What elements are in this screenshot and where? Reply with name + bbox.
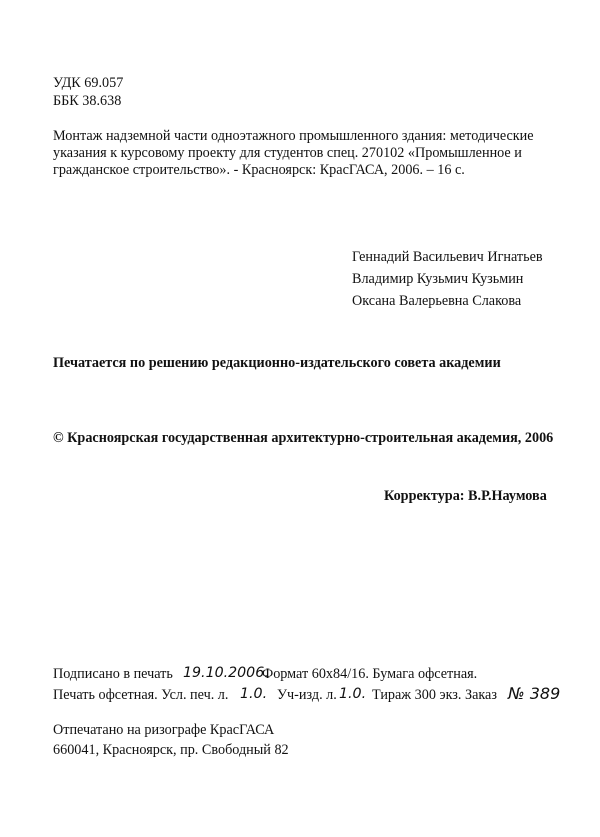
udk-code: УДК 69.057 (53, 75, 124, 91)
author-name: Владимир Кузьмич Кузьмин (352, 271, 524, 287)
order-number: № 389 (508, 684, 561, 703)
printer-address: 660041, Красноярск, пр. Свободный 82 (53, 742, 289, 758)
format-paper: Формат 60x84/16. Бумага офсетная. (262, 666, 478, 682)
printed-by: Отпечатано на ризографе КрасГАСА (53, 722, 275, 738)
copyright-notice: © Красноярская государственная архитектурно-строительная академия, 2006 (53, 430, 554, 446)
print-run: Тираж 300 экз. Заказ (372, 687, 497, 703)
publication-decision: Печатается по решению редакционно-издательского совета академии (53, 355, 501, 371)
print-conditions: Печать офсетная. Усл. печ. л. (53, 687, 229, 703)
annotation-line-3: гражданское строительство». - Красноярск: КрасГАСА, 2006. – 16 с. (53, 162, 465, 178)
annotation-line-2: указания к курсовому проекту для студентов спец. 270102 «Промышленное и (53, 145, 522, 161)
annotation-line-1: Монтаж надземной части одноэтажного промышленного здания: методические (53, 128, 534, 144)
uch-sheets-value: 1.0. (339, 686, 367, 702)
proofreader: Корректура: В.Р.Наумова (384, 488, 547, 504)
bbk-code: ББК 38.638 (53, 93, 122, 109)
author-name: Геннадий Васильевич Игнатьев (352, 249, 543, 265)
usl-sheets-value: 1.0. (240, 686, 268, 702)
author-name: Оксана Валерьевна Слакова (352, 293, 522, 309)
signed-date: 19.10.2006. (183, 665, 269, 681)
signed-label: Подписано в печать (53, 666, 173, 682)
uch-label: Уч-изд. л. (277, 687, 337, 703)
